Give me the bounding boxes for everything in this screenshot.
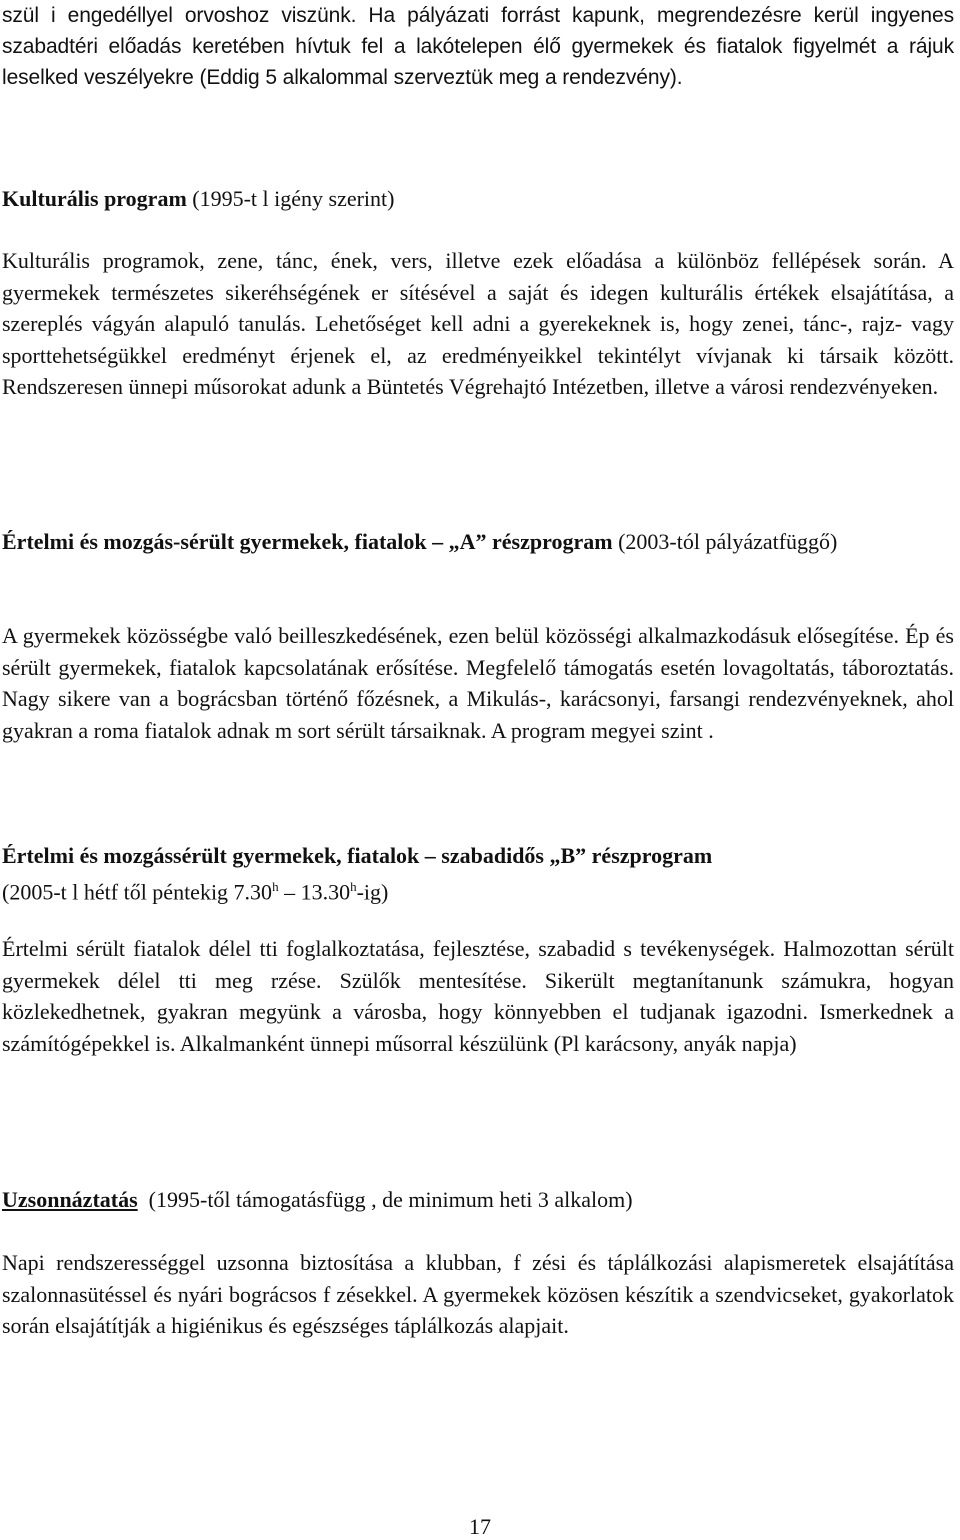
intro-paragraph: szül i engedéllyel orvoshoz viszünk. Ha pályázati forrást kapunk, megrendezésre kerül ingyenes szabadtéri előadás keretében hívtuk fel a lakótelepen élő gyermekek és fiatalok figyelmét a rájuk leselked veszélyekre (Eddig 5 alkalommal szerveztük meg a rendezvény). <box>2 4 954 89</box>
section-title-suffix: (2005-t l hétf től péntekig 7.30 <box>2 879 273 905</box>
superscript: h <box>350 879 357 894</box>
section-title-suffix: -ig) <box>356 879 389 905</box>
section-heading-uzsonnaztatas <box>2 1184 954 1215</box>
section-title: Értelmi és mozgás-sérült gyermekek, fiatalok – „A” részprogram <box>2 529 613 554</box>
section-heading-b-reszprogram <box>2 840 954 907</box>
section-body-kulturalis: Kulturális programok, zene, tánc, ének, vers, illetve ezek előadása a különböz fellépések során. A gyermekek természetes sikeréhségének er sítésével a saját és idegen kulturális értékek elsajátítása, a szereplés vágyán alapuló tanulás. Lehetőséget kell adni a gyerekeknek is, hogy zenei, tánc-, rajz- vagy sporttehetségükkel eredményt érjenek el, az eredményeikkel tekintélyt vívjanak ki társaik között. Rendszeresen ünnepi műsorokat adunk a Büntetés Végrehajtó Intézetben, illetve a városi rendezvényeken. <box>2 248 954 399</box>
superscript: h <box>272 879 279 894</box>
section-title-suffix: (2003-tól pályázatfüggő) <box>612 529 838 554</box>
page-number: 17 <box>469 1514 491 1539</box>
section-body-b-reszprogram: Értelmi sérült fiatalok délel tti foglalkoztatása, fejlesztése, szabadid s tevékenységek. Halmozottan sérült gyermekek délel tti meg rzése. Szülők mentesítése. Sikerült megtanítanunk számukra, hogyan közlekedhetnek, gyakran megyünk a városba, hogy könnyebben el tudjanak igazodni. Ismerkednek a számítógépekkel is. Alkalmanként ünnepi műsorral készülünk (Pl karácsony, anyák napja) <box>2 936 954 1056</box>
section-heading-kulturalis <box>2 183 954 214</box>
section-title: Uzsonnáztatás <box>2 1187 138 1212</box>
section-body-uzsonnaztatas: Napi rendszerességgel uzsonna biztosítása a klubban, f zési és táplálkozási alapismeretek elsajátítása szalonnasütéssel és nyári bográcsos f zésekkel. A gyermekek közösen készítik a szendvicseket, gyakorlatok során elsajátítják a higiénikus és egészséges táplálkozás alapjait. <box>2 1250 954 1338</box>
section-heading-a-reszprogram <box>2 526 954 557</box>
section-title-suffix: (1995-től támogatásfügg , de minimum heti 3 alkalom) <box>137 1187 633 1212</box>
section-title-suffix: (1995-t l igény szerint) <box>186 186 395 211</box>
section-title: Értelmi és mozgássérült gyermekek, fiatalok – szabadidős „B” részprogram <box>2 843 713 868</box>
section-title-suffix: – 13.30 <box>278 879 351 905</box>
section-title: Kulturális program <box>2 186 187 211</box>
section-body-a-reszprogram: A gyermekek közösségbe való beilleszkedésének, ezen belül közösségi alkalmazkodásuk elősegítése. Ép és sérült gyermekek, fiatalok kapcsolatának erősítése. Megfelelő támogatás esetén lovagoltatás, táboroztatás. Nagy sikere van a bográcsban történő főzésnek, a Mikulás-, karácsonyi, farsangi rendezvényeknek, ahol gyakran a roma fiatalok adnak m sort sérült társaiknak. A program megyei szint . <box>2 623 954 743</box>
